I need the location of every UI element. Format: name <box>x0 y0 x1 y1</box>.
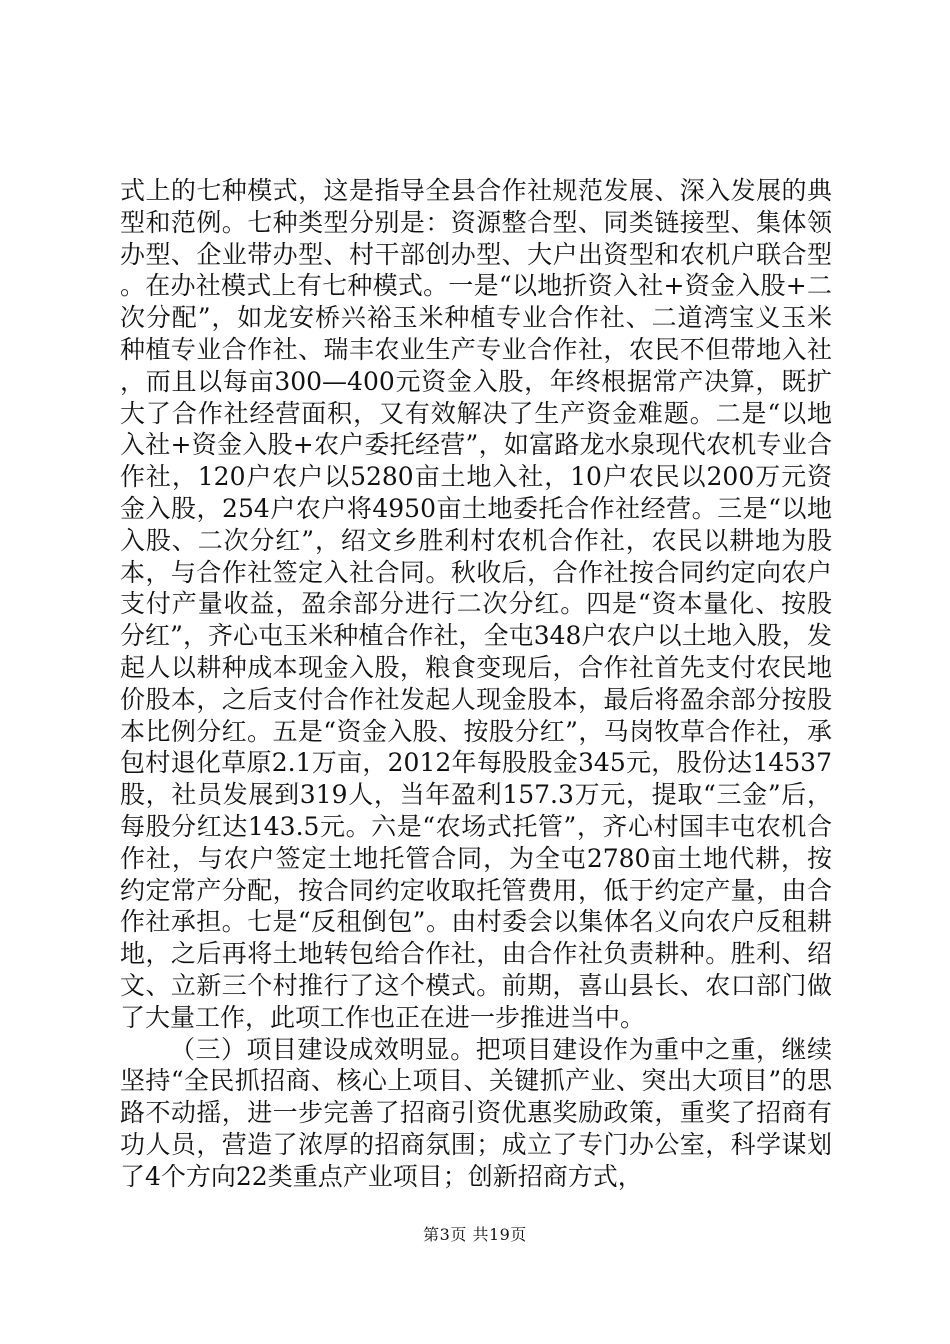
paragraph-models: 式上的七种模式，这是指导全县合作社规范发展、深入发展的典型和范例。七种类型分别是：资源整合型、同类链接型、集体领办型、企业带办型、村干部创办型、大户出资型和农机户联合型。在办社模式上有七种模式。一是“以地折资入社+资金入股+二次分配”，如龙安桥兴裕玉米种植专业合作社、二道湾宝义玉米种植专业合作社、瑞丰农业生产专业合作社，农民不但带地入社，而且以每亩300—400元资金入股，年终根据常产决算，既扩大了合作社经营面积，又有效解决了生产资金难题。二是“以地入社+资金入股+农户委托经营”，如富路龙水泉现代农机专业合作社，120户农户以5280亩土地入社，10户农民以200万元资金入股，254户农户将4950亩土地委托合作社经营。三是“以地入股、二次分红”，绍文乡胜利村农机合作社，农民以耕地为股本，与合作社签定入社合同。秋收后，合作社按合同约定向农户支付产量收益，盈余部分进行二次分红。四是“资本量化、按股分红”，齐心屯玉米种植合作社，全屯348户农户以土地入股，发起人以耕种成本现金入股，粮食变现后，合作社首先支付农民地价股本，之后支付合作社发起人现金股本，最后将盈余部分按股本比例分红。五是“资金入股、按股分红”，马岗牧草合作社，承包村退化草原2.1万亩，2012年每股股金345元，股份达14537股，社员发展到319人，当年盈利157.3万元，提取“三金”后，每股分红达143.5元。六是“农场式托管”，齐心村国丰屯农机合作社，与农户签定土地托管合同，为全屯2780亩土地代耕，按约定常产分配，按合同约定收取托管费用，低于约定产量，由合作社承担。七是“反租倒包”。由村委会以集体名义向农户反租耕地，之后再将土地转包给合作社，由合作社负责耕种。胜利、绍文、立新三个村推行了这个模式。前期，喜山县长、农口部门做了大量工作，此项工作也正在进一步推进当中。 <box>120 176 832 1032</box>
paragraph-project-construction: （三）项目建设成效明显。把项目建设作为重中之重，继续坚持“全民抓招商、核心上项目、关键抓产业、突出大项目”的思路不动摇，进一步完善了招商引资优惠奖励政策，重奖了招商有功人员，营造了浓厚的招商氛围；成立了专门办公室，科学谋划了4个方向22类重点产业项目；创新招商方式， <box>120 1034 832 1191</box>
page-footer <box>0 1222 950 1245</box>
page-indicator: 第3页 共19页 <box>423 1225 527 1244</box>
body-text <box>120 175 832 1193</box>
